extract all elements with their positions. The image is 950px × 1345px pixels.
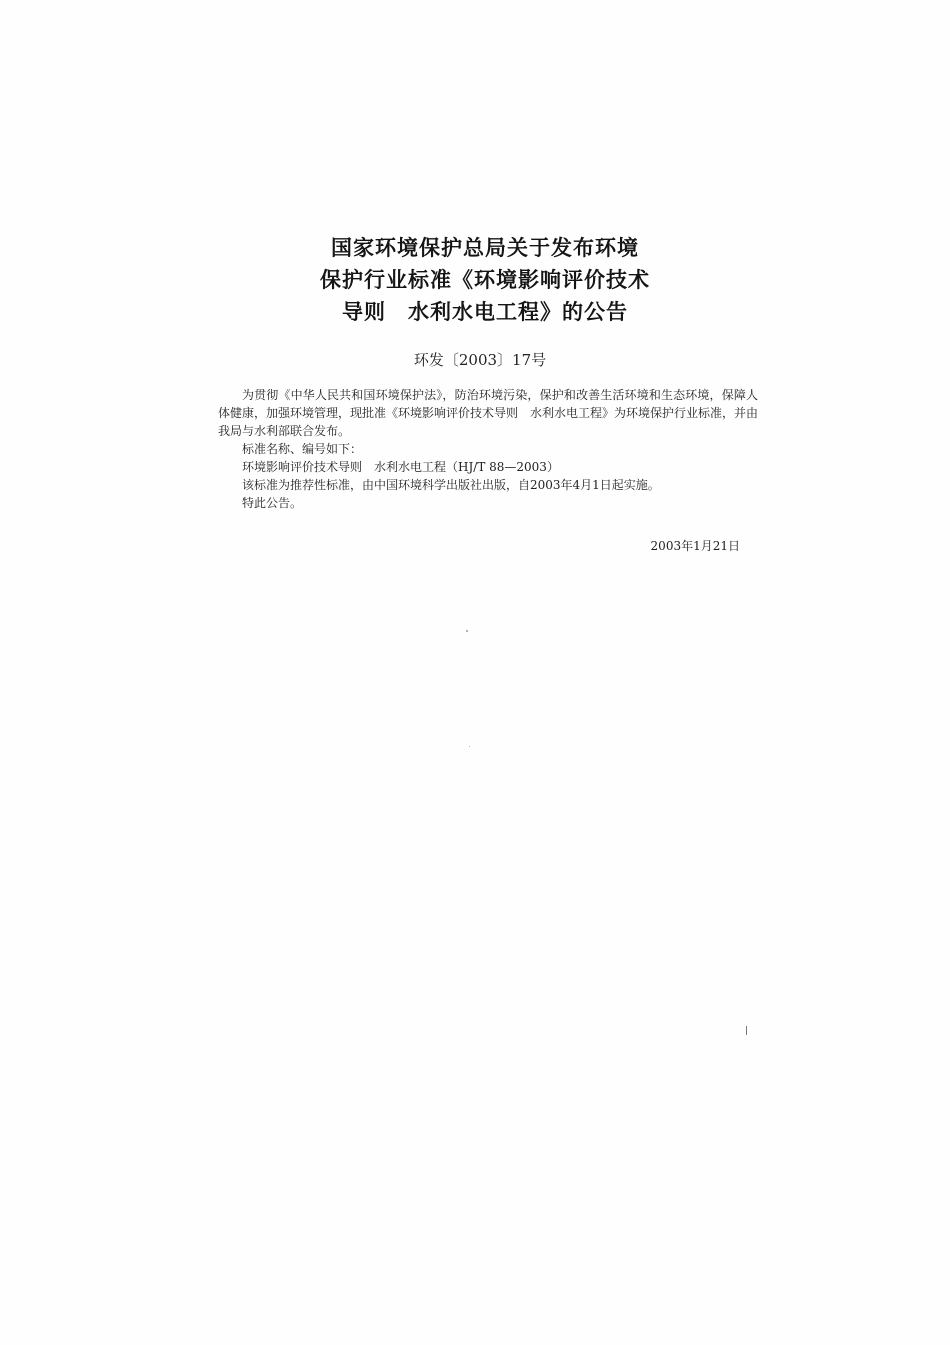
body-paragraph-intro: 为贯彻《中华人民共和国环境保护法》，防治环境污染，保护和改善生活环境和生态环境，保障人体健康，加强环境管理，现批准《环境影响评价技术导则 水利水电工程》为环境保护行业标准，并由我局与水利部联合发布。: [218, 388, 759, 438]
scan-speck: [466, 630, 468, 632]
scan-speck: [469, 746, 470, 747]
document-number: 环发〔2003〕17号: [413, 351, 547, 369]
body-paragraph-closing: 特此公告。: [242, 496, 303, 510]
body-paragraph-standard-heading: 标准名称、编号如下：: [242, 442, 363, 456]
title-line-1: 国家环境保护总局关于发布环境: [331, 236, 639, 260]
body-paragraph-standard-name: 环境影响评价技术导则 水利水电工程（HJ/T 88—2003）: [242, 460, 559, 474]
announcement-title: [0, 232, 950, 328]
announcement-body: [218, 386, 758, 512]
issue-date: 2003年1月21日: [650, 539, 740, 553]
scan-edge-mark: [746, 1026, 747, 1035]
title-line-2: 保护行业标准《环境影响评价技术: [320, 268, 650, 292]
title-line-3: 导则 水利水电工程》的公告: [342, 300, 628, 324]
body-paragraph-effective-date: 该标准为推荐性标准，由中国环境科学出版社出版，自2003年4月1日起实施。: [242, 478, 660, 492]
